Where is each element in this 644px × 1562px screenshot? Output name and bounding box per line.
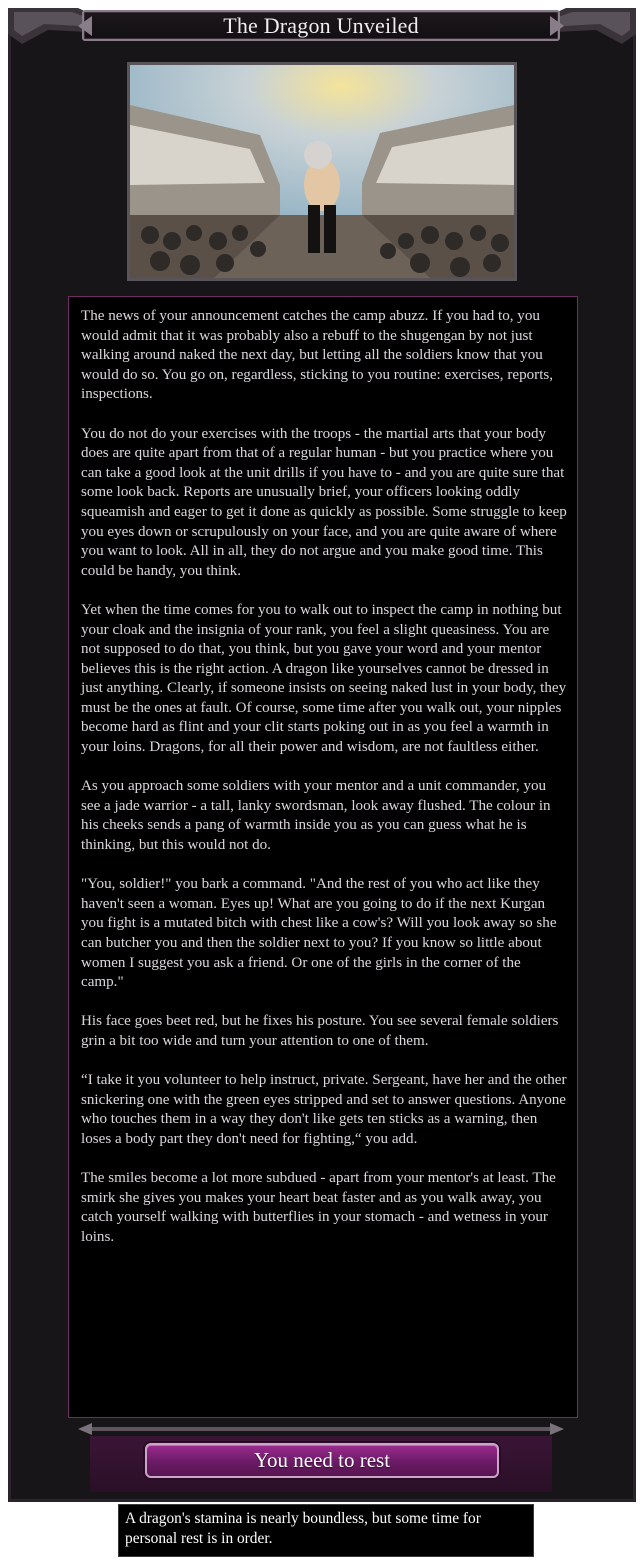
title-plate: [82, 10, 560, 41]
story-paragraph: As you approach some soldiers with your mentor and a unit commander, you see a jade warrior - a tall, lanky swordsman, look away flushed. The colour in his cheeks sends a pang of warmth inside you as you can guess what he is thinking, but this would not do.: [81, 778, 551, 854]
story-paragraph: "You, soldier!" you bark a command. "And the rest of you who act like they haven't seen a woman. Eyes up! What are you going to do if the next Kurgan you fight is a mutated bitch with chest like a cow's? Will you look away so she can butcher you and then the soldier next to you? If you know so little about women I suggest you ask a friend. Or one of the girls in the corner of the camp.": [81, 876, 557, 991]
event-title: The Dragon Unveiled: [223, 12, 419, 38]
camp-scene-image: [130, 65, 514, 278]
ornamental-divider-icon: [78, 1421, 564, 1437]
story-paragraph: His face goes beet red, but he fixes his posture. You see several female soldiers grin a bit too wide and turn your attention to one of them.: [81, 1013, 559, 1049]
story-paragraph: The news of your announcement catches the camp abuzz. If you had to, you would admit that it was probably also a rebuff to the shugengan by not just walking around naked the next day, but letting all the soldiers know that you would do so. You go on, regardless, sticking to you routine: exercises, reports, inspections.: [81, 308, 554, 403]
title-cap-right-icon: [550, 14, 572, 38]
option-tooltip: [118, 1504, 534, 1557]
rest-option-button[interactable]: [145, 1443, 499, 1478]
story-paragraph: Yet when the time comes for you to walk out to inspect the camp in nothing but your cloak and the insignia of your rank, you feel a slight queasiness. You are not supposed to do that, you think, but you gave your word and your mentor believes this is the right action. A dragon like yourselves cannot be dressed in just anything. Clearly, if someone insists on seeing naked lust in your body, they must be the ones at fault. Of course, some time after you walk out, your nipples become hard as flint and your clit starts poking out in as you feel a warmth in your loins. Dragons, for all their power and wisdom, are not faultless either.: [81, 601, 567, 756]
tooltip-text: A dragon's stamina is nearly boundless, but some time for personal rest is in order.: [125, 1510, 481, 1547]
story-paragraph: You do not do your exercises with the troops - the martial arts that your body does are quite apart from that of a regular human - but you practice where you can take a good look at the unit drills if you have to - and you are quite sure that some look back. Reports are unusually brief, your officers looking oddly squeamish and eager to get it done as quickly as possible. Some struggle to keep you eyes down or scrupulously on your face, and you are quite aware of where you want to look. All in all, they do not argue and you make good time. This could be handy, you think.: [81, 425, 567, 579]
story-paragraph: The smiles become a lot more subdued - apart from your mentor's at least. The smirk she gives you makes your heart beat faster and as you walk away, you catch yourself walking with butterflies in your stomach - and wetness in your loins.: [81, 1170, 556, 1245]
title-cap-left-icon: [70, 14, 92, 38]
event-description: [68, 296, 578, 1418]
event-illustration: [127, 62, 517, 281]
rest-option-label: You need to rest: [253, 1448, 391, 1472]
story-paragraph: “I take it you volunteer to help instruct, private. Sergeant, have her and the other snickering one with the green eyes stripped and set to answer questions. Anyone who touches them in a way they don't like gets ten sticks as a warning, then loses a body part they don't need for fighting,“ you add.: [81, 1072, 567, 1147]
